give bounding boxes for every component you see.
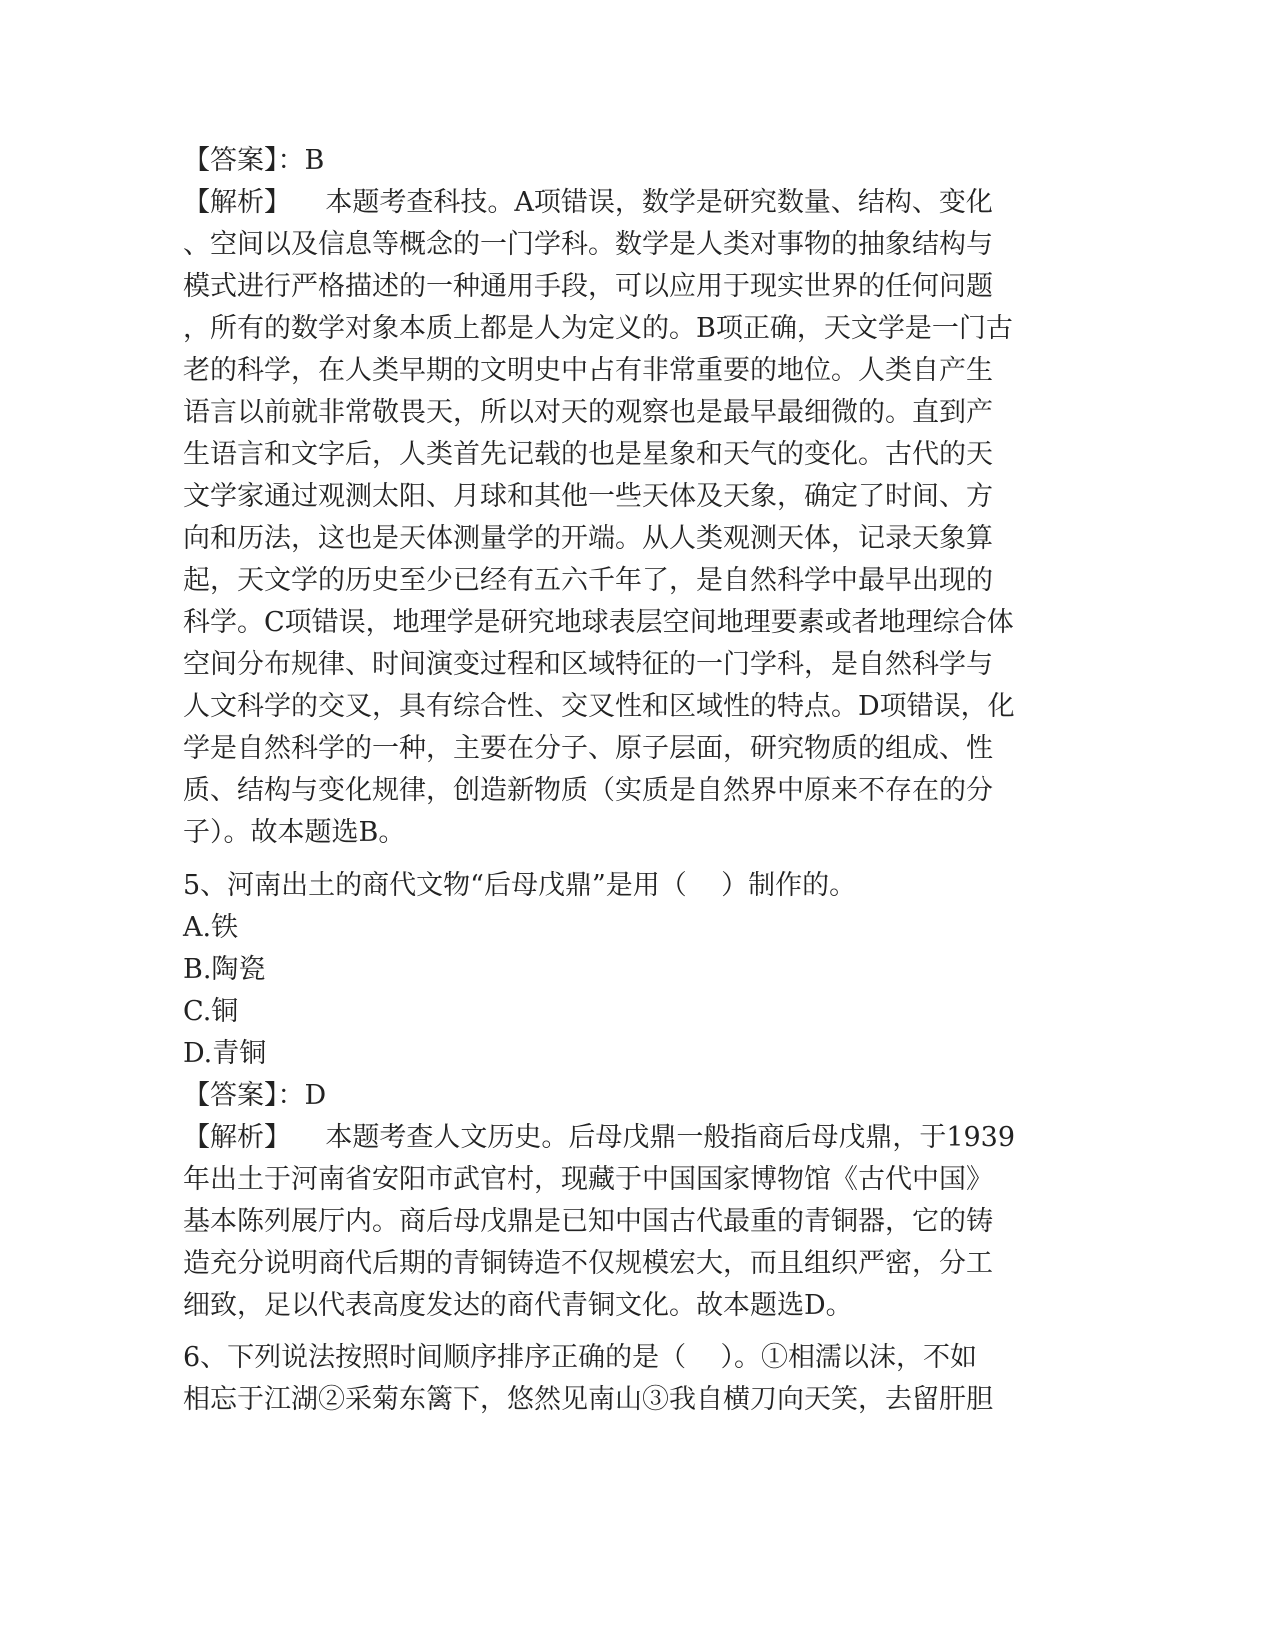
question-5 (183, 865, 1083, 1327)
q5-analysis-line: 造充分说明商代后期的青铜铸造不仅规模宏大，而且组织严密，分工 (183, 1248, 993, 1279)
q5-analysis-line: 【解析】 本题考查人文历史。后母戊鼎一般指商后母戊鼎，于1939 (183, 1122, 1016, 1153)
q4-analysis-line: 模式进行严格描述的一种通用手段，可以应用于现实世界的任何问题 (183, 271, 993, 302)
q4-analysis-line: 子）。故本题选B。 (183, 817, 406, 848)
q4-analysis-line: 语言以前就非常敬畏天，所以对天的观察也是最早最细微的。直到产 (183, 397, 993, 428)
q6-stem-line: 6、下列说法按照时间顺序排序正确的是（ ）。①相濡以沫，不如 (183, 1342, 978, 1373)
q5-option-d: D.青铜 (183, 1038, 267, 1069)
question-6 (183, 1337, 1083, 1421)
q4-analysis-line: 、空间以及信息等概念的一门学科。数学是人类对事物的抽象结构与 (183, 229, 993, 260)
q5-analysis-line: 年出土于河南省安阳市武官村，现藏于中国国家博物馆《古代中国》 (183, 1164, 993, 1195)
q5-analysis-line: 细致，足以代表高度发达的商代青铜文化。故本题选D。 (183, 1290, 853, 1321)
q4-analysis-line: 质、结构与变化规律，创造新物质（实质是自然界中原来不存在的分 (183, 775, 993, 806)
q4-analysis-line: 科学。C项错误，地理学是研究地球表层空间地理要素或者地理综合体 (183, 607, 1014, 638)
q5-stem: 5、河南出土的商代文物“后母戊鼎”是用（ ）制作的。 (183, 870, 857, 901)
q4-analysis-line: ，所有的数学对象本质上都是人为定义的。B项正确，天文学是一门古 (183, 313, 1013, 344)
q5-analysis-line: 基本陈列展厅内。商后母戊鼎是已知中国古代最重的青铜器，它的铸 (183, 1206, 993, 1237)
q4-analysis-line: 向和历法，这也是天体测量学的开端。从人类观测天体，记录天象算 (183, 523, 993, 554)
q4-analysis-line: 学是自然科学的一种，主要在分子、原子层面，研究物质的组成、性 (183, 733, 993, 764)
q5-option-a: A.铁 (183, 912, 239, 943)
q4-answer-section (183, 140, 1083, 854)
q4-analysis-line: 生语言和文字后，人类首先记载的也是星象和天气的变化。古代的天 (183, 439, 993, 470)
q5-option-b: B.陶瓷 (183, 954, 266, 985)
q4-analysis-line: 起，天文学的历史至少已经有五六千年了，是自然科学中最早出现的 (183, 565, 993, 596)
q4-analysis-line: 老的科学，在人类早期的文明史中占有非常重要的地位。人类自产生 (183, 355, 993, 386)
q4-answer-label: 【答案】：B (183, 145, 325, 176)
q4-analysis-line: 【解析】 本题考查科技。A项错误，数学是研究数量、结构、变化 (183, 187, 993, 218)
q5-option-c: C.铜 (183, 996, 239, 1027)
q6-stem-line: 相忘于江湖②采菊东篱下，悠然见南山③我自横刀向天笑，去留肝胆 (183, 1384, 993, 1415)
q4-analysis-line: 文学家通过观测太阳、月球和其他一些天体及天象，确定了时间、方 (183, 481, 993, 512)
q4-analysis-line: 空间分布规律、时间演变过程和区域特征的一门学科，是自然科学与 (183, 649, 993, 680)
q5-answer-label: 【答案】：D (183, 1080, 327, 1111)
q4-analysis-line: 人文科学的交叉，具有综合性、交叉性和区域性的特点。D项错误，化 (183, 691, 1015, 722)
